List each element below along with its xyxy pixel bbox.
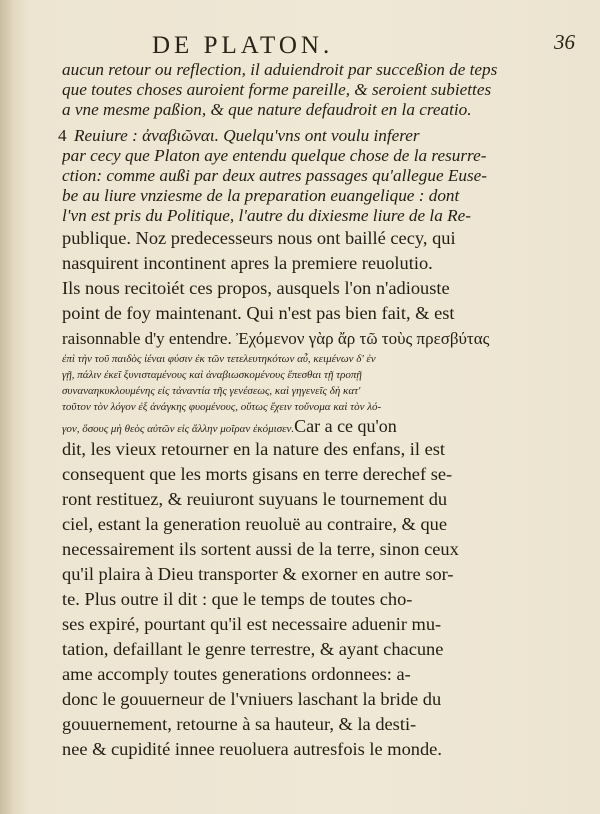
italic-passage	[62, 60, 582, 120]
text-line: dit, les vieux retourner en la nature des enfans, il est	[62, 439, 446, 459]
greek-line	[62, 415, 582, 437]
greek-line: ἐπὶ τὴν τοῦ παιδὸς ἰέναι φύσιν ἐκ τῶν τετελευτηκότων αὖ, κειμένων δ' ἐν	[62, 353, 376, 365]
text-line: ame accomply toutes generations ordonnees: a-	[62, 664, 411, 684]
body-paragraph	[62, 226, 582, 351]
page-header	[0, 26, 600, 60]
text-line: donc le gouuerneur de l'vniuers laschant la bride du	[62, 689, 442, 709]
note-marker: 4	[58, 126, 67, 145]
greek-tail-text: Car a ce qu'on	[294, 416, 397, 436]
text-line: qu'il plaira à Dieu transporter & exorner en autre sor-	[62, 564, 454, 584]
text-line: nee & cupidité innee reuoluera autresfois le monde.	[62, 739, 442, 759]
running-head: DE PLATON.	[152, 32, 334, 59]
text-line: point de foy maintenant. Qui n'est pas bien fait, & est	[62, 303, 455, 323]
text-line: consequent que les morts gisans en terre derechef se-	[62, 464, 453, 484]
text-line: ction: comme außi par deux autres passages qu'allegue Euse-	[62, 166, 488, 185]
text-line: be au liure vnziesme de la preparation euangelique : dont	[62, 186, 460, 205]
greek-line: συναναηκυκλουμένης εἰς τἀναντία τῆς γενέσεως, καὶ γηγενεῖς δὴ κατ'	[62, 385, 361, 397]
greek-line: τοῦτον τὸν λόγον ἐξ ἀνάγκης φυομένους, οὕτως ἔχειν τοὔνομα καὶ τὸν λό-	[62, 401, 382, 413]
text-line: ront restituez, & reuiuront suyuans le tournement du	[62, 489, 448, 509]
text-line: te. Plus outre il dit : que le temps de toutes cho-	[62, 589, 413, 609]
greek-quotation	[62, 351, 582, 437]
annotation-note	[58, 126, 582, 226]
text-line: aucun retour ou reflection, il aduiendroit par succeßion de teps	[62, 60, 498, 79]
greek-line-end: γον, ὅσους μὴ θεὸς αὐτῶν εἰς ἄλλην μοῖραν ἐκόμισεν.	[62, 423, 295, 435]
text-block	[58, 60, 582, 762]
greek-line: γῇ, πάλιν ἐκεῖ ξυνισταμένους καὶ ἀναβιωσκομένους ἕπεσθαι τῇ τροπῇ	[62, 369, 362, 381]
note-line: Reuiure : ἀναβιῶναι. Quelqu'vns ont voulu inferer	[74, 126, 420, 145]
closing-paragraph	[62, 437, 582, 762]
text-line	[58, 126, 582, 146]
text-line: publique. Noz predecesseurs nous ont baillé cecy, qui	[62, 228, 456, 248]
folio-number: 36	[554, 30, 575, 54]
text-line: gouuernement, retourne à sa hauteur, & la desti-	[62, 714, 417, 734]
text-line: l'vn est pris du Politique, l'autre du dixiesme liure de la Re-	[62, 206, 471, 225]
text-line: necessairement ils sortent aussi de la terre, sinon ceux	[62, 539, 459, 559]
text-line: a vne mesme paßion, & que nature defaudroit en la creatio.	[62, 100, 472, 119]
text-line: Ils nous recitoiét ces propos, ausquels l'on n'adiouste	[62, 278, 450, 298]
text-line: raisonnable d'y entendre. Ἐχόμενον γὰρ ἄρ τῶ τοὺς πρεσβύτας	[62, 329, 490, 348]
text-line: ciel, estant la generation reuoluë au contraire, & que	[62, 514, 448, 534]
text-line: nasquirent incontinent apres la premiere reuolutio.	[62, 253, 433, 273]
text-line: par cecy que Platon aye entendu quelque chose de la resurre-	[62, 146, 487, 165]
text-line: ses expiré, pourtant qu'il est necessaire aduenir mu-	[62, 614, 442, 634]
text-line: tation, defaillant le genre terrestre, & ayant chacune	[62, 639, 444, 659]
text-line: que toutes choses auroient forme pareille, & seroient subiettes	[62, 80, 492, 99]
